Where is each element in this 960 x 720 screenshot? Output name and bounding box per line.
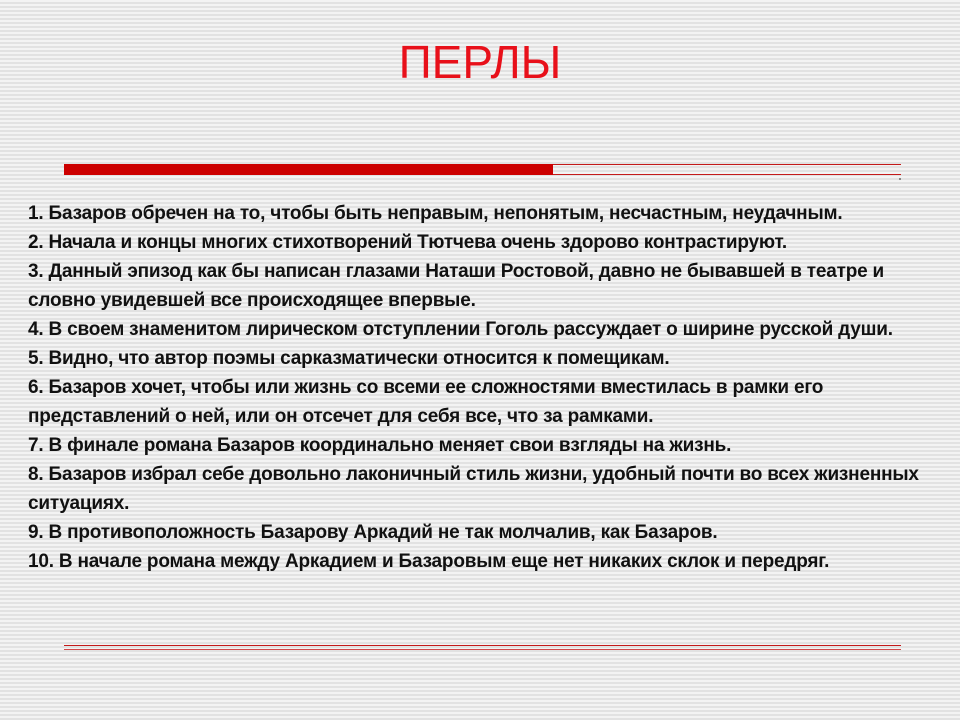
title-divider: [64, 160, 901, 180]
divider-thin-line: [553, 174, 901, 175]
divider-end-dot: [899, 178, 901, 180]
list-item: 2. Начала и концы многих стихотворений Тютчева очень здорово контрастируют.: [28, 232, 787, 253]
list-item: 10. В начале романа между Аркадием и Базаровым еще нет никаких склок и передряг.: [28, 551, 830, 572]
bottom-divider: [64, 645, 901, 651]
list-item: 1. Базаров обречен на то, чтобы быть неправым, непонятым, несчастным, неудачным.: [28, 203, 843, 224]
divider-thin-line: [64, 645, 901, 646]
divider-thin-line: [64, 649, 901, 650]
list-item: 8. Базаров избрал себе довольно лаконичный стиль жизни, удобный почти во всех жизненных ситуациях.: [28, 464, 919, 514]
slide-title: ПЕРЛЫ: [398, 36, 562, 88]
list-item: 3. Данный эпизод как бы написан глазами Наташи Ростовой, давно не бывавшей в театре и словно увидевшей все происходящее впервые.: [28, 261, 885, 311]
divider-accent-bar: [64, 164, 553, 175]
list-item: 7. В финале романа Базаров координально меняет свои взгляды на жизнь.: [28, 435, 732, 456]
list-item: 5. Видно, что автор поэмы сарказматически относится к помещикам.: [28, 348, 670, 369]
quotes-list: [28, 199, 933, 576]
list-item: 6. Базаров хочет, чтобы или жизнь со всеми ее сложностями вместилась в рамки его представлений о ней, или он отсечет для себя все, что за рамками.: [28, 377, 824, 427]
list-item: 4. В своем знаменитом лирическом отступлении Гоголь рассуждает о ширине русской души.: [28, 319, 893, 340]
divider-thin-line: [553, 164, 901, 165]
list-item: 9. В противоположность Базарову Аркадий не так молчалив, как Базаров.: [28, 522, 718, 543]
